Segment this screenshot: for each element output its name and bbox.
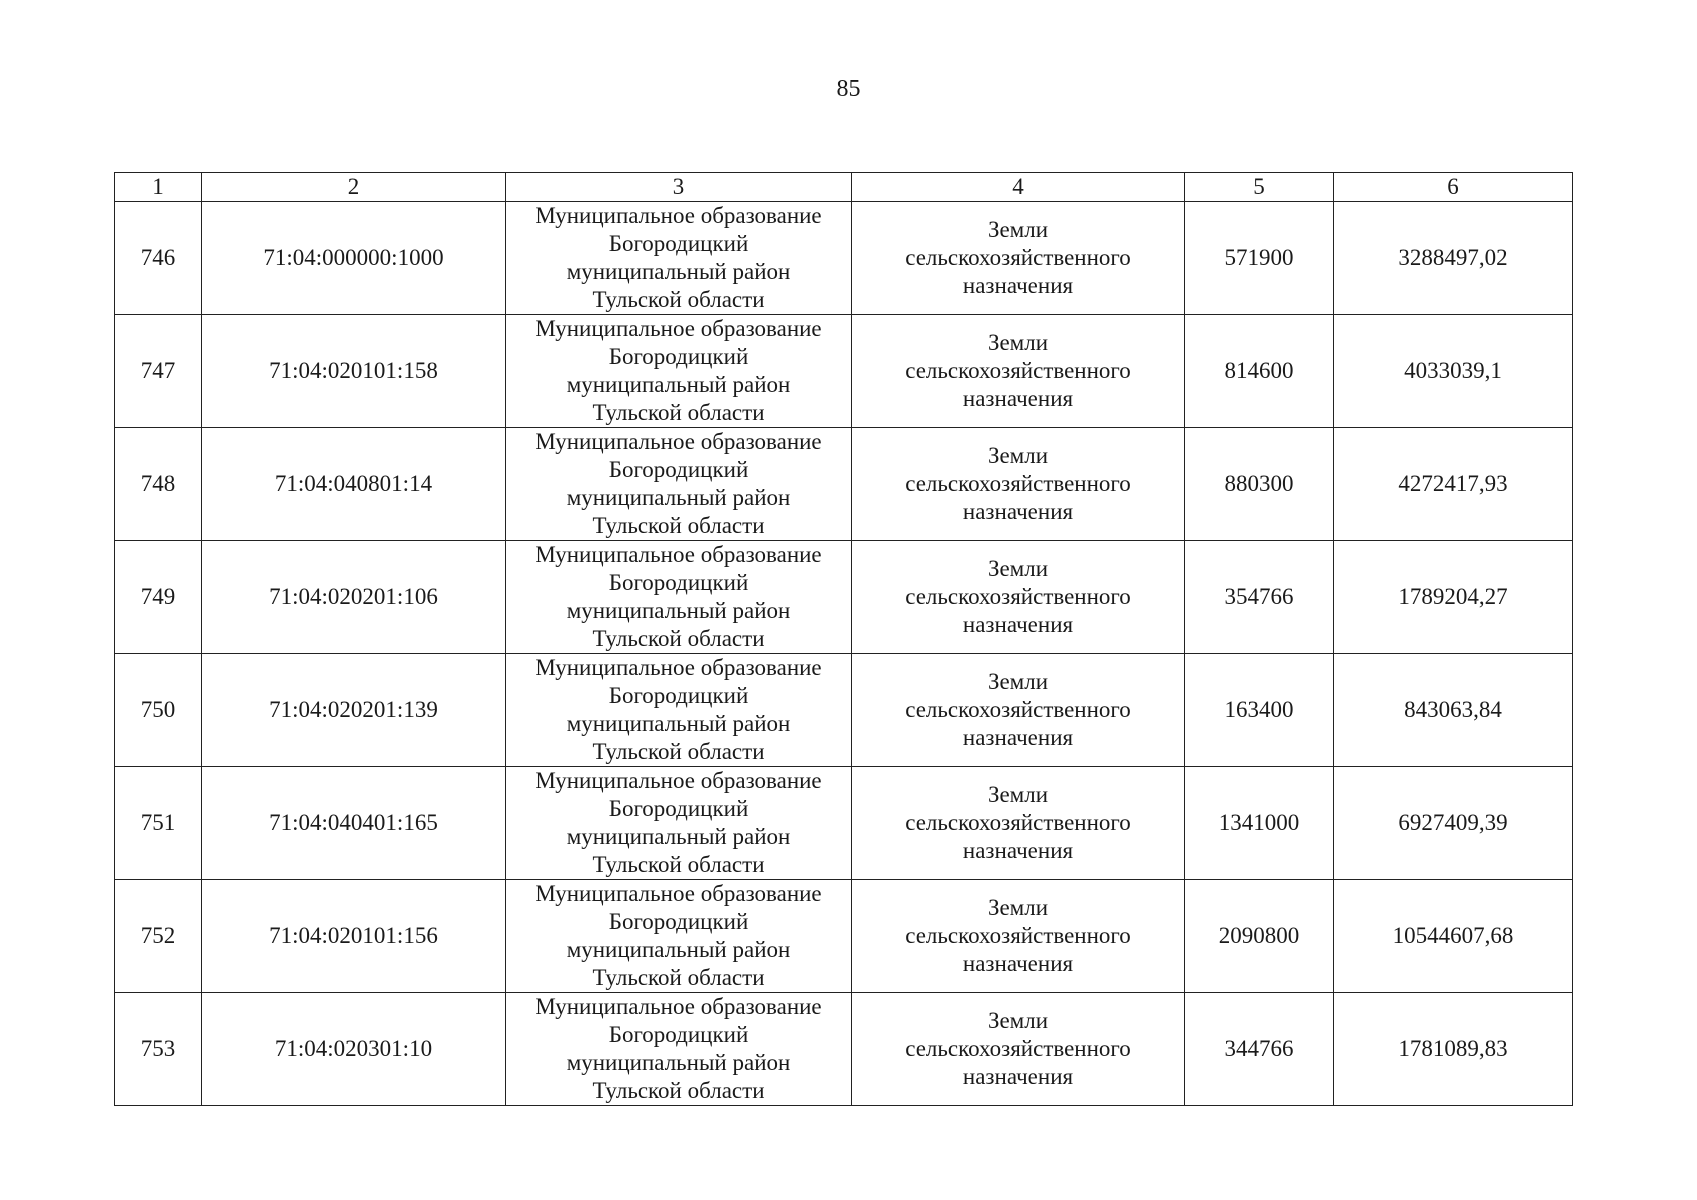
cadastral-value-cell: 6927409,39 (1334, 767, 1573, 880)
table-row (115, 993, 1573, 1106)
cadastral-value-cell: 1781089,83 (1334, 993, 1573, 1106)
area-cell: 2090800 (1185, 880, 1334, 993)
cadastral-number-cell: 71:04:020201:106 (202, 541, 506, 654)
area-cell: 163400 (1185, 654, 1334, 767)
registry-table (114, 172, 1573, 1106)
table-header (115, 173, 1573, 202)
area-cell: 344766 (1185, 993, 1334, 1106)
cadastral-number-cell: 71:04:020301:10 (202, 993, 506, 1106)
table-row (115, 880, 1573, 993)
cadastral-number-cell: 71:04:020101:156 (202, 880, 506, 993)
page-number: 85 (836, 76, 861, 102)
row-number-cell: 753 (115, 993, 202, 1106)
land-category-cell: Земли сельскохозяйственного назначения (852, 428, 1185, 541)
column-header: 2 (202, 173, 506, 202)
column-header: 6 (1334, 173, 1573, 202)
cadastral-number-cell: 71:04:020201:139 (202, 654, 506, 767)
land-category-cell: Земли сельскохозяйственного назначения (852, 541, 1185, 654)
row-number-cell: 746 (115, 202, 202, 315)
table-row (115, 202, 1573, 315)
area-cell: 814600 (1185, 315, 1334, 428)
owner-cell: Муниципальное образование Богородицкий муниципальный район Тульской области (506, 767, 852, 880)
cadastral-number-cell: 71:04:000000:1000 (202, 202, 506, 315)
area-cell: 571900 (1185, 202, 1334, 315)
cadastral-number-cell: 71:04:020101:158 (202, 315, 506, 428)
table-row (115, 428, 1573, 541)
row-number-cell: 750 (115, 654, 202, 767)
land-category-cell: Земли сельскохозяйственного назначения (852, 654, 1185, 767)
land-category-cell: Земли сельскохозяйственного назначения (852, 202, 1185, 315)
land-category-cell: Земли сельскохозяйственного назначения (852, 315, 1185, 428)
owner-cell: Муниципальное образование Богородицкий муниципальный район Тульской области (506, 202, 852, 315)
owner-cell: Муниципальное образование Богородицкий муниципальный район Тульской области (506, 993, 852, 1106)
table-row (115, 767, 1573, 880)
owner-cell: Муниципальное образование Богородицкий муниципальный район Тульской области (506, 428, 852, 541)
cadastral-value-cell: 3288497,02 (1334, 202, 1573, 315)
row-number-cell: 749 (115, 541, 202, 654)
row-number-cell: 747 (115, 315, 202, 428)
header-row (115, 173, 1573, 202)
row-number-cell: 751 (115, 767, 202, 880)
cadastral-value-cell: 4033039,1 (1334, 315, 1573, 428)
cadastral-value-cell: 4272417,93 (1334, 428, 1573, 541)
table-row (115, 315, 1573, 428)
column-header: 1 (115, 173, 202, 202)
column-header: 4 (852, 173, 1185, 202)
area-cell: 1341000 (1185, 767, 1334, 880)
table-body (115, 202, 1573, 1106)
cadastral-value-cell: 10544607,68 (1334, 880, 1573, 993)
column-header: 5 (1185, 173, 1334, 202)
column-header: 3 (506, 173, 852, 202)
area-cell: 880300 (1185, 428, 1334, 541)
cadastral-value-cell: 843063,84 (1334, 654, 1573, 767)
owner-cell: Муниципальное образование Богородицкий муниципальный район Тульской области (506, 880, 852, 993)
land-category-cell: Земли сельскохозяйственного назначения (852, 880, 1185, 993)
cadastral-value-cell: 1789204,27 (1334, 541, 1573, 654)
land-category-cell: Земли сельскохозяйственного назначения (852, 767, 1185, 880)
cadastral-number-cell: 71:04:040401:165 (202, 767, 506, 880)
row-number-cell: 748 (115, 428, 202, 541)
row-number-cell: 752 (115, 880, 202, 993)
table-row (115, 654, 1573, 767)
cadastral-number-cell: 71:04:040801:14 (202, 428, 506, 541)
table-row (115, 541, 1573, 654)
owner-cell: Муниципальное образование Богородицкий муниципальный район Тульской области (506, 541, 852, 654)
owner-cell: Муниципальное образование Богородицкий муниципальный район Тульской области (506, 654, 852, 767)
land-category-cell: Земли сельскохозяйственного назначения (852, 993, 1185, 1106)
area-cell: 354766 (1185, 541, 1334, 654)
owner-cell: Муниципальное образование Богородицкий муниципальный район Тульской области (506, 315, 852, 428)
